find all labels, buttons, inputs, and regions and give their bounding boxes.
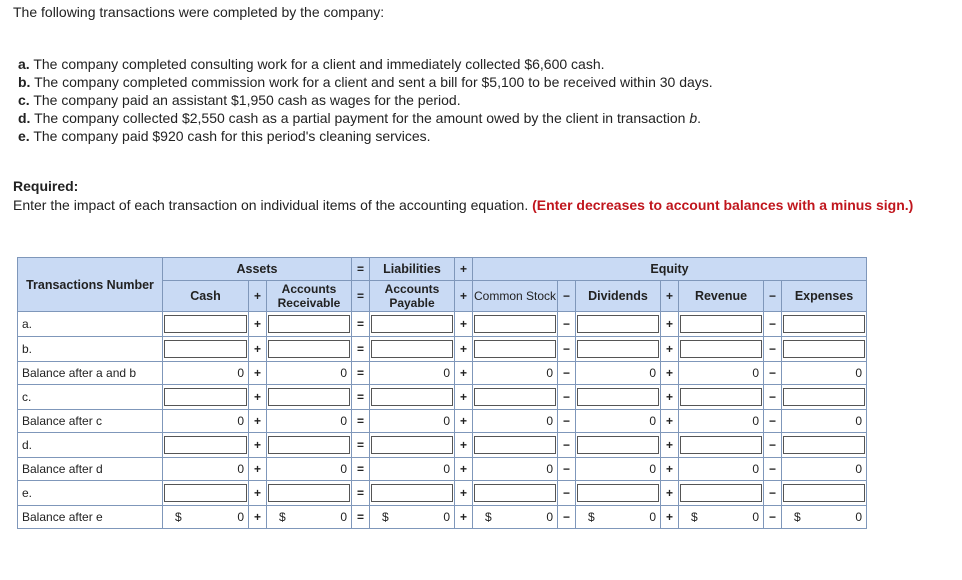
cs-balance: 0 bbox=[473, 410, 558, 433]
rev-cell bbox=[679, 337, 764, 362]
liabilities-header: Liabilities bbox=[370, 258, 455, 281]
plus-sign: + bbox=[249, 337, 267, 362]
equals-sign: = bbox=[352, 410, 370, 433]
plus-sign: + bbox=[455, 312, 473, 337]
cash-input[interactable] bbox=[164, 340, 247, 358]
plus-sign: + bbox=[455, 506, 473, 529]
ar-cell bbox=[267, 433, 352, 458]
row-label: Balance after c bbox=[18, 410, 163, 433]
transactions-number-header: Transactions Number bbox=[18, 258, 163, 312]
table-row bbox=[18, 433, 867, 458]
exp-cell bbox=[782, 481, 867, 506]
transaction-a: a. The company completed consulting work for a client and immediately collected $6,600 cash. bbox=[18, 56, 605, 72]
ap-cell bbox=[370, 385, 455, 410]
transaction-d: d. The company collected $2,550 cash as a partial payment for the amount owed by the client in transaction b. bbox=[18, 110, 702, 126]
accounts-payable-header: Accounts Payable bbox=[370, 281, 455, 312]
exp-cell bbox=[782, 433, 867, 458]
div-cell bbox=[576, 312, 661, 337]
plus-sign: + bbox=[249, 281, 267, 312]
table-row bbox=[18, 458, 867, 481]
plus-sign: + bbox=[661, 481, 679, 506]
minus-sign: − bbox=[764, 481, 782, 506]
cs-balance: 0 bbox=[473, 458, 558, 481]
equals-sign: = bbox=[352, 281, 370, 312]
minus-sign: − bbox=[764, 506, 782, 529]
div-input[interactable] bbox=[577, 436, 659, 454]
plus-sign: + bbox=[661, 362, 679, 385]
dividends-header: Dividends bbox=[576, 281, 661, 312]
cash-cell bbox=[163, 481, 249, 506]
plus-sign: + bbox=[455, 362, 473, 385]
minus-sign: − bbox=[558, 410, 576, 433]
cash-total bbox=[163, 506, 249, 529]
plus-sign: + bbox=[249, 362, 267, 385]
total-value: 0 bbox=[443, 510, 450, 524]
cash-cell bbox=[163, 433, 249, 458]
exp-input[interactable] bbox=[783, 484, 865, 502]
currency-symbol: $ bbox=[691, 510, 698, 524]
cs-balance: 0 bbox=[473, 362, 558, 385]
div-cell bbox=[576, 337, 661, 362]
exp-balance: 0 bbox=[782, 362, 867, 385]
row-label: Balance after a and b bbox=[18, 362, 163, 385]
rev-cell bbox=[679, 433, 764, 458]
intro-text: The following transactions were completed by the company: bbox=[13, 4, 385, 20]
assets-header: Assets bbox=[163, 258, 352, 281]
row-label: c. bbox=[18, 385, 163, 410]
minus-sign: − bbox=[558, 481, 576, 506]
ap-input[interactable] bbox=[371, 388, 453, 406]
plus-sign: + bbox=[661, 337, 679, 362]
transaction-e: e. The company paid $920 cash for this period's cleaning services. bbox=[18, 128, 431, 144]
minus-sign: − bbox=[764, 337, 782, 362]
cs-total bbox=[473, 506, 558, 529]
minus-sign: − bbox=[764, 458, 782, 481]
cs-cell bbox=[473, 433, 558, 458]
exp-cell bbox=[782, 385, 867, 410]
rev-input[interactable] bbox=[680, 388, 762, 406]
cash-balance: 0 bbox=[163, 410, 249, 433]
cs-input[interactable] bbox=[474, 388, 556, 406]
table-row bbox=[18, 481, 867, 506]
ap-cell bbox=[370, 312, 455, 337]
minus-sign: − bbox=[764, 433, 782, 458]
minus-sign: − bbox=[558, 433, 576, 458]
table-row bbox=[18, 506, 867, 529]
ap-balance: 0 bbox=[370, 410, 455, 433]
plus-sign: + bbox=[661, 458, 679, 481]
equals-sign: = bbox=[352, 458, 370, 481]
ar-total bbox=[267, 506, 352, 529]
plus-sign: + bbox=[455, 410, 473, 433]
table-row bbox=[18, 337, 867, 362]
cs-input[interactable] bbox=[474, 436, 556, 454]
cash-header: Cash bbox=[163, 281, 249, 312]
ap-total bbox=[370, 506, 455, 529]
equity-header: Equity bbox=[473, 258, 867, 281]
exp-cell bbox=[782, 337, 867, 362]
plus-sign: + bbox=[661, 433, 679, 458]
ar-balance: 0 bbox=[267, 410, 352, 433]
row-label: a. bbox=[18, 312, 163, 337]
exp-input[interactable] bbox=[783, 388, 865, 406]
exp-balance: 0 bbox=[782, 410, 867, 433]
cash-cell bbox=[163, 385, 249, 410]
minus-sign: − bbox=[764, 281, 782, 312]
cash-balance: 0 bbox=[163, 458, 249, 481]
revenue-header: Revenue bbox=[679, 281, 764, 312]
rev-balance: 0 bbox=[679, 362, 764, 385]
rev-input[interactable] bbox=[680, 436, 762, 454]
cs-input[interactable] bbox=[474, 340, 556, 358]
plus-sign: + bbox=[249, 410, 267, 433]
plus-sign: + bbox=[249, 506, 267, 529]
cs-cell bbox=[473, 385, 558, 410]
required-instructions: Enter the impact of each transaction on individual items of the accounting equation. (Enter decreases to account balances with a minus sign.) bbox=[13, 197, 914, 213]
ap-balance: 0 bbox=[370, 458, 455, 481]
plus-sign: + bbox=[661, 410, 679, 433]
ap-input[interactable] bbox=[371, 484, 453, 502]
minus-sign: − bbox=[764, 362, 782, 385]
transaction-c: c. The company paid an assistant $1,950 cash as wages for the period. bbox=[18, 92, 461, 108]
minus-sign: − bbox=[558, 312, 576, 337]
equals-sign: = bbox=[352, 362, 370, 385]
plus-sign: + bbox=[249, 312, 267, 337]
ar-cell bbox=[267, 337, 352, 362]
ap-input[interactable] bbox=[371, 340, 453, 358]
ar-cell bbox=[267, 385, 352, 410]
table-row bbox=[18, 312, 867, 337]
minus-sign: − bbox=[558, 362, 576, 385]
cash-cell bbox=[163, 337, 249, 362]
ap-cell bbox=[370, 481, 455, 506]
div-cell bbox=[576, 481, 661, 506]
equals-sign: = bbox=[352, 481, 370, 506]
plus-sign: + bbox=[661, 385, 679, 410]
transaction-b: b. The company completed commission work for a client and sent a bill for $5,100 to be received within 30 days. bbox=[18, 74, 713, 90]
minus-sign: − bbox=[558, 337, 576, 362]
equals-sign: = bbox=[352, 433, 370, 458]
ar-cell bbox=[267, 481, 352, 506]
currency-symbol: $ bbox=[588, 510, 595, 524]
currency-symbol: $ bbox=[382, 510, 389, 524]
plus-sign: + bbox=[661, 506, 679, 529]
cs-input[interactable] bbox=[474, 484, 556, 502]
total-value: 0 bbox=[649, 510, 656, 524]
plus-sign: + bbox=[455, 433, 473, 458]
cs-cell bbox=[473, 481, 558, 506]
plus-sign: + bbox=[249, 458, 267, 481]
minus-sign: − bbox=[558, 458, 576, 481]
minus-sign: − bbox=[558, 506, 576, 529]
row-label: Balance after d bbox=[18, 458, 163, 481]
cs-input[interactable] bbox=[474, 315, 556, 333]
total-value: 0 bbox=[855, 510, 862, 524]
ar-cell bbox=[267, 312, 352, 337]
exp-total bbox=[782, 506, 867, 529]
div-input[interactable] bbox=[577, 388, 659, 406]
plus-sign: + bbox=[249, 481, 267, 506]
ar-input[interactable] bbox=[268, 340, 350, 358]
div-balance: 0 bbox=[576, 410, 661, 433]
div-cell bbox=[576, 433, 661, 458]
table-row bbox=[18, 385, 867, 410]
plus-sign: + bbox=[455, 281, 473, 312]
currency-symbol: $ bbox=[794, 510, 801, 524]
total-value: 0 bbox=[752, 510, 759, 524]
equals-sign: = bbox=[352, 506, 370, 529]
ar-balance: 0 bbox=[267, 362, 352, 385]
exp-input[interactable] bbox=[783, 315, 865, 333]
plus-sign: + bbox=[661, 312, 679, 337]
plus-sign: + bbox=[249, 433, 267, 458]
cash-balance: 0 bbox=[163, 362, 249, 385]
accounting-equation-table bbox=[17, 257, 867, 529]
cash-input[interactable] bbox=[164, 315, 247, 333]
div-input[interactable] bbox=[577, 315, 659, 333]
minus-sign: − bbox=[558, 385, 576, 410]
minus-sign: − bbox=[764, 312, 782, 337]
rev-balance: 0 bbox=[679, 458, 764, 481]
cs-cell bbox=[473, 337, 558, 362]
minus-sign: − bbox=[558, 281, 576, 312]
exp-balance: 0 bbox=[782, 458, 867, 481]
row-label: d. bbox=[18, 433, 163, 458]
equals-sign: = bbox=[352, 385, 370, 410]
common-stock-header: Common Stock bbox=[473, 281, 558, 312]
cash-input[interactable] bbox=[164, 484, 247, 502]
expenses-header: Expenses bbox=[782, 281, 867, 312]
plus-sign: + bbox=[455, 385, 473, 410]
total-value: 0 bbox=[546, 510, 553, 524]
equals-sign: = bbox=[352, 312, 370, 337]
exp-input[interactable] bbox=[783, 436, 865, 454]
cash-cell bbox=[163, 312, 249, 337]
cash-input[interactable] bbox=[164, 388, 247, 406]
rev-cell bbox=[679, 481, 764, 506]
equals-sign: = bbox=[352, 258, 370, 281]
table-row bbox=[18, 362, 867, 385]
div-total bbox=[576, 506, 661, 529]
required-title: Required: bbox=[13, 178, 79, 194]
ar-input[interactable] bbox=[268, 388, 350, 406]
rev-total bbox=[679, 506, 764, 529]
ar-input[interactable] bbox=[268, 315, 350, 333]
rev-input[interactable] bbox=[680, 315, 762, 333]
ap-balance: 0 bbox=[370, 362, 455, 385]
ar-input[interactable] bbox=[268, 484, 350, 502]
total-value: 0 bbox=[340, 510, 347, 524]
currency-symbol: $ bbox=[485, 510, 492, 524]
ar-input[interactable] bbox=[268, 436, 350, 454]
rev-input[interactable] bbox=[680, 340, 762, 358]
div-balance: 0 bbox=[576, 458, 661, 481]
rev-input[interactable] bbox=[680, 484, 762, 502]
ar-balance: 0 bbox=[267, 458, 352, 481]
ap-cell bbox=[370, 433, 455, 458]
ap-cell bbox=[370, 337, 455, 362]
required-note: (Enter decreases to account balances with a minus sign.) bbox=[532, 197, 914, 213]
rev-cell bbox=[679, 312, 764, 337]
plus-sign: + bbox=[455, 258, 473, 281]
currency-symbol: $ bbox=[279, 510, 286, 524]
plus-sign: + bbox=[455, 458, 473, 481]
row-label: e. bbox=[18, 481, 163, 506]
row-label: Balance after e bbox=[18, 506, 163, 529]
transaction-list bbox=[18, 55, 713, 145]
exp-cell bbox=[782, 312, 867, 337]
div-input[interactable] bbox=[577, 484, 659, 502]
plus-sign: + bbox=[455, 481, 473, 506]
div-balance: 0 bbox=[576, 362, 661, 385]
cash-input[interactable] bbox=[164, 436, 247, 454]
minus-sign: − bbox=[764, 385, 782, 410]
plus-sign: + bbox=[249, 385, 267, 410]
equals-sign: = bbox=[352, 337, 370, 362]
table-row bbox=[18, 410, 867, 433]
plus-sign: + bbox=[661, 281, 679, 312]
cs-cell bbox=[473, 312, 558, 337]
currency-symbol: $ bbox=[175, 510, 182, 524]
div-input[interactable] bbox=[577, 340, 659, 358]
div-cell bbox=[576, 385, 661, 410]
exp-input[interactable] bbox=[783, 340, 865, 358]
ap-input[interactable] bbox=[371, 436, 453, 454]
rev-balance: 0 bbox=[679, 410, 764, 433]
minus-sign: − bbox=[764, 410, 782, 433]
plus-sign: + bbox=[455, 337, 473, 362]
total-value: 0 bbox=[237, 510, 244, 524]
row-label: b. bbox=[18, 337, 163, 362]
rev-cell bbox=[679, 385, 764, 410]
ap-input[interactable] bbox=[371, 315, 453, 333]
accounts-receivable-header: Accounts Receivable bbox=[267, 281, 352, 312]
